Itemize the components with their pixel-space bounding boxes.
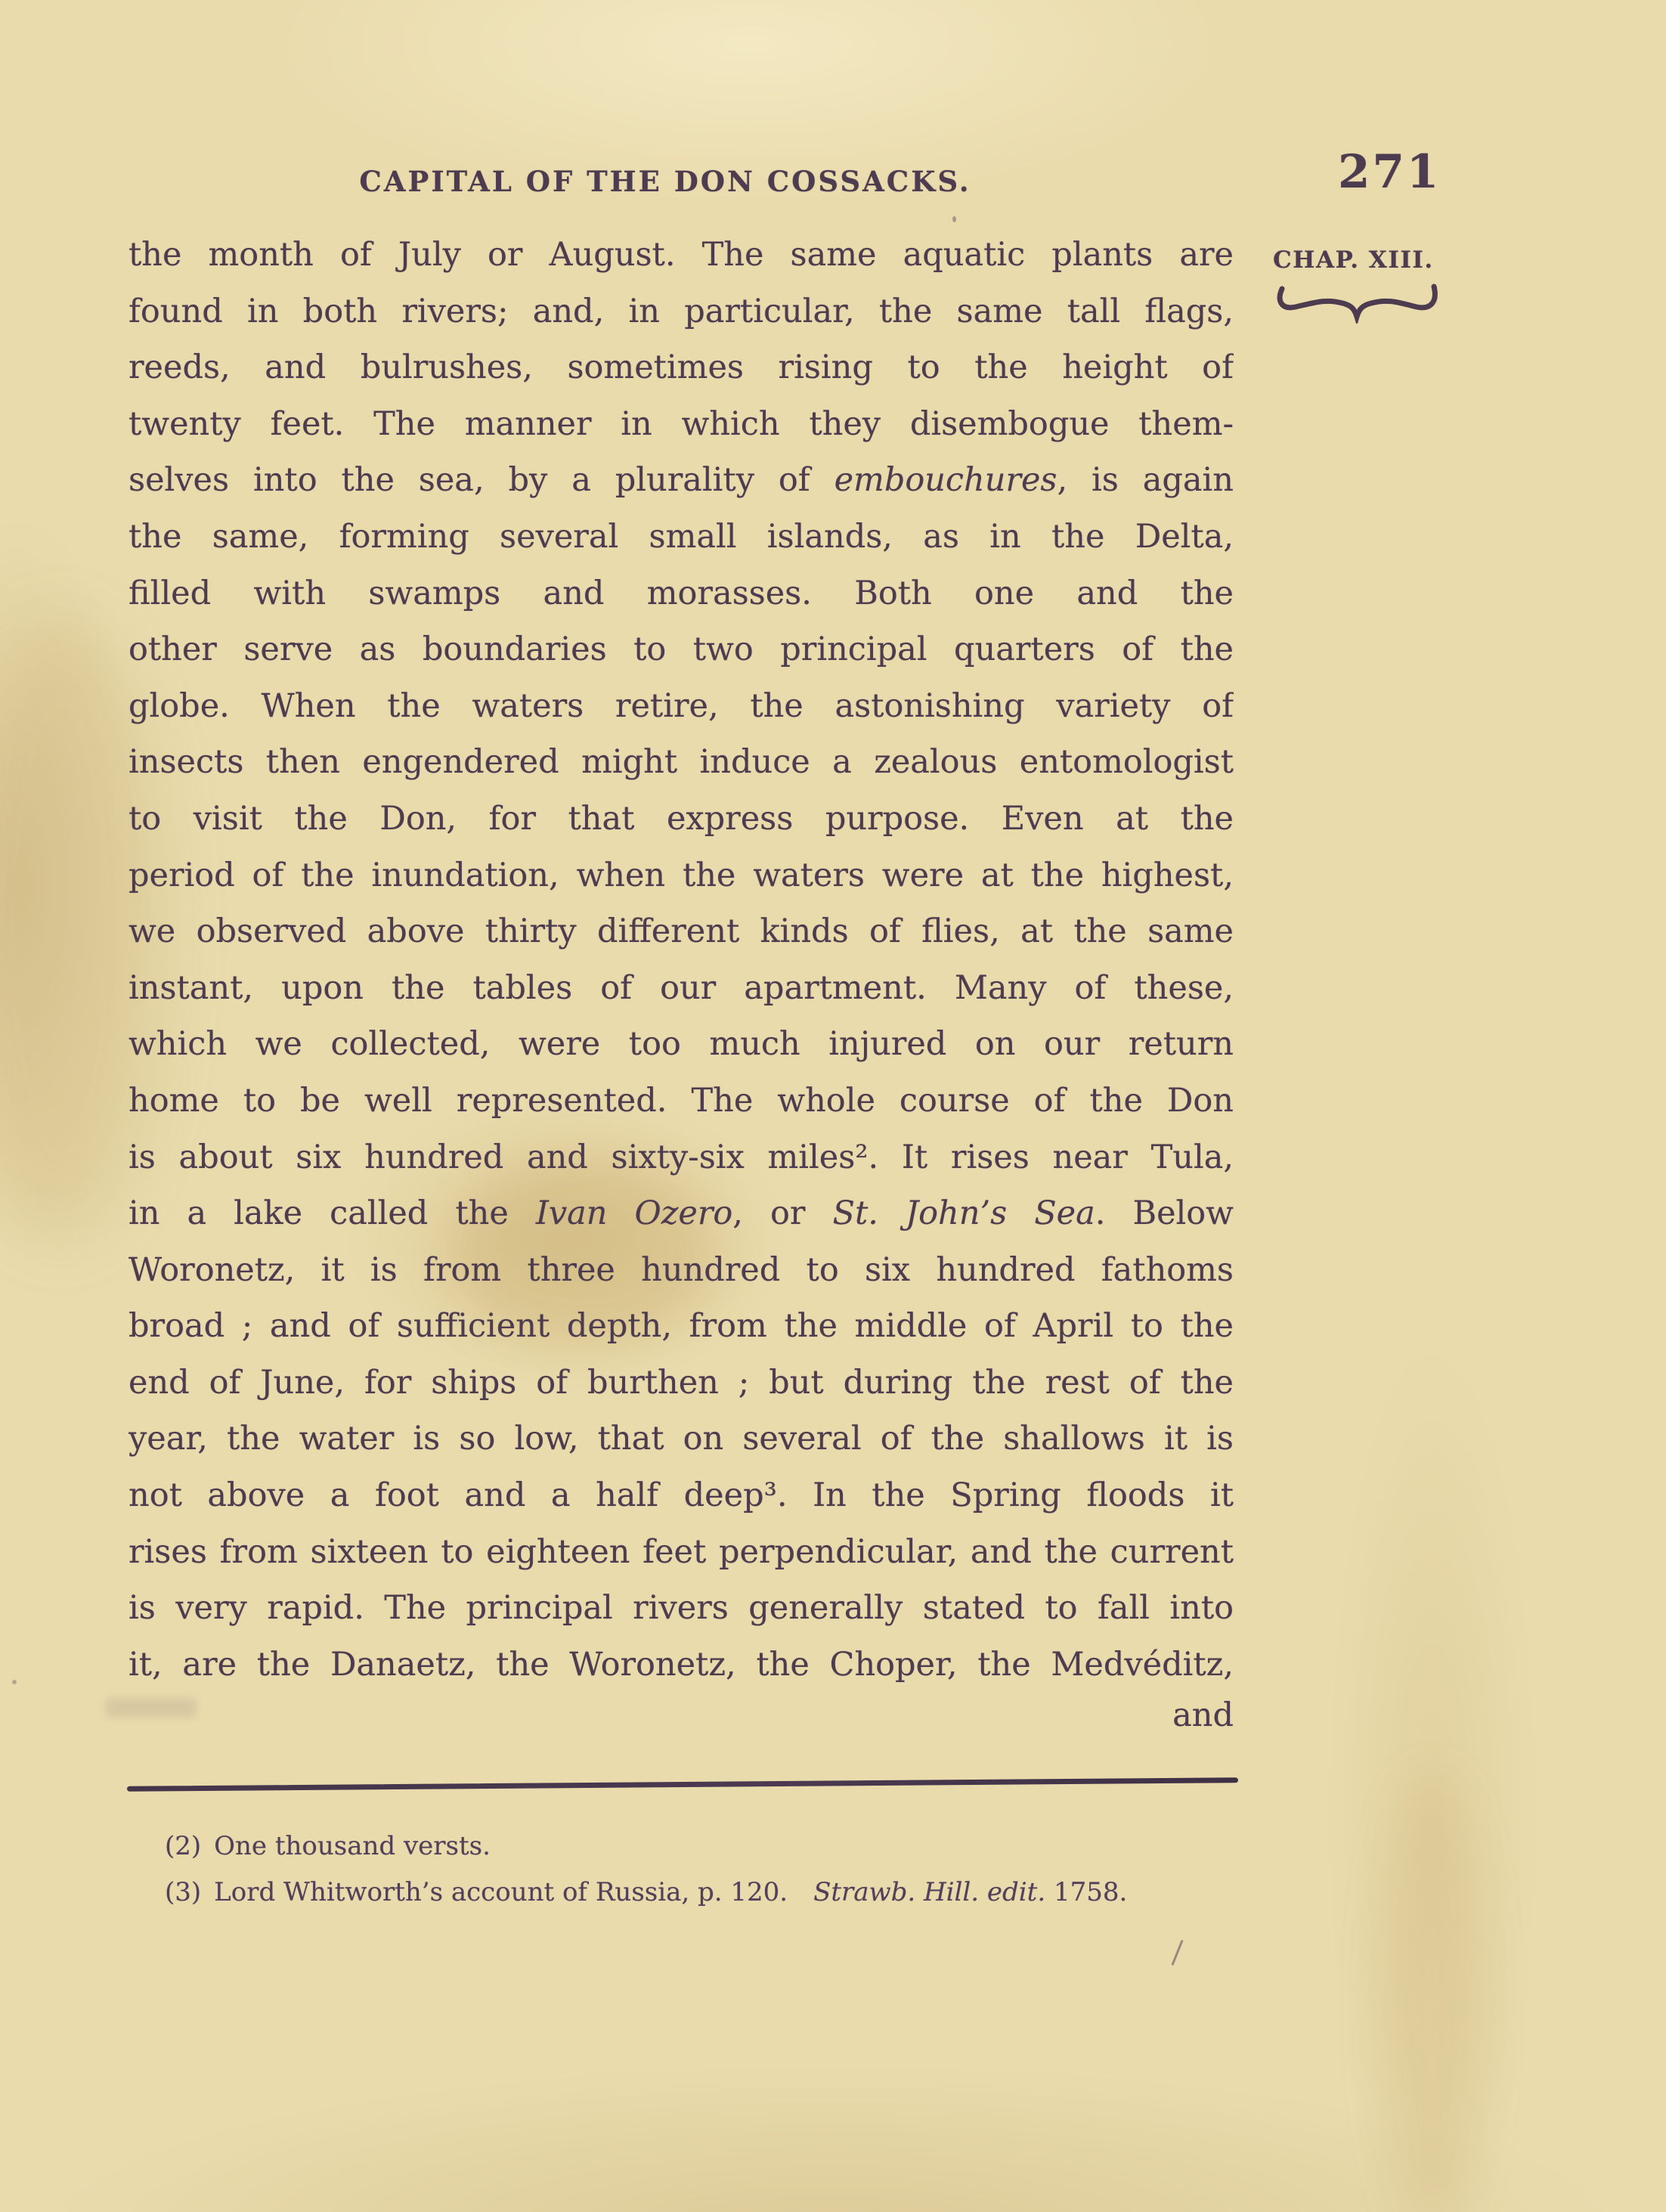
text-line: end of June, for ships of burthen ; but during the rest of the: [129, 1363, 1234, 1402]
stray-ink-mark: [1171, 1940, 1183, 1966]
text-line: which we collected, were too much injured on our return: [129, 1025, 1234, 1064]
text-line: to visit the Don, for that express purpose. Even at the: [129, 799, 1234, 838]
text-line: rises from sixteen to eighteen feet perpendicular, and the current: [129, 1532, 1234, 1571]
ink-speck: [952, 216, 956, 222]
text-line: other serve as boundaries to two principal quarters of the: [129, 630, 1234, 669]
chapter-label: CHAP. XIII.: [1273, 246, 1434, 274]
footnotes: [165, 1823, 1238, 1916]
text-line: in a lake called the Ivan Ozero, or St. John’s Sea. Below: [129, 1194, 1234, 1233]
text-line: is very rapid. The principal rivers generally stated to fall into: [129, 1589, 1234, 1628]
text-line: twenty feet. The manner in which they disembogue them-: [129, 404, 1234, 443]
text-line: filled with swamps and morasses. Both one and the: [129, 574, 1234, 612]
running-head: CAPITAL OF THE DON COSSACKS.: [359, 165, 971, 198]
text-line: globe. When the waters retire, the astonishing variety of: [129, 686, 1234, 725]
text-line: selves into the sea, by a plurality of embouchures, is again: [129, 461, 1234, 500]
text-line: insects then engendered might induce a zealous entomologist: [129, 743, 1234, 782]
footnote-rule: [127, 1777, 1238, 1792]
body-text: [129, 227, 1234, 1693]
text-line: the month of July or August. The same aquatic plants are: [129, 236, 1234, 274]
catchword: and: [1172, 1696, 1234, 1734]
footnote-line: (2) One thousand versts.: [165, 1831, 491, 1861]
text-line: is about six hundred and sixty-six miles². It rises near Tula,: [129, 1138, 1234, 1176]
text-line: we observed above thirty different kinds of flies, at the same: [129, 912, 1234, 951]
text-line: Woronetz, it is from three hundred to six hundred fathoms: [129, 1250, 1234, 1289]
text-line: the same, forming several small islands, as in the Delta,: [129, 517, 1234, 556]
chapter-margin-note: [1273, 246, 1454, 324]
text-line: found in both rivers; and, in particular, the same tall flags,: [129, 292, 1234, 330]
flourish-swash-icon: [1274, 277, 1442, 324]
text-line: year, the water is so low, that on several of the shallows it is: [129, 1420, 1234, 1458]
paper-stain: [1383, 1777, 1482, 2212]
text-line: period of the inundation, when the waters were at the highest,: [129, 856, 1234, 894]
text-line: not above a foot and a half deep³. In the Spring floods it: [129, 1476, 1234, 1515]
ink-smudge: [106, 1698, 197, 1718]
footnote-line: (3) Lord Whitworth’s account of Russia, p. 120. Strawb. Hill. edit. 1758.: [165, 1877, 1128, 1907]
text-line: broad ; and of sufficient depth, from the middle of April to the: [129, 1307, 1234, 1346]
text-line: home to be well represented. The whole course of the Don: [129, 1081, 1234, 1120]
text-line: reeds, and bulrushes, sometimes rising to the height of: [129, 349, 1234, 387]
ink-speck: [12, 1680, 17, 1684]
page-number: 271: [1338, 145, 1441, 199]
text-line: it, are the Danaetz, the Woronetz, the Choper, the Medvéditz,: [129, 1645, 1234, 1684]
text-line: instant, upon the tables of our apartment. Many of these,: [129, 968, 1234, 1007]
